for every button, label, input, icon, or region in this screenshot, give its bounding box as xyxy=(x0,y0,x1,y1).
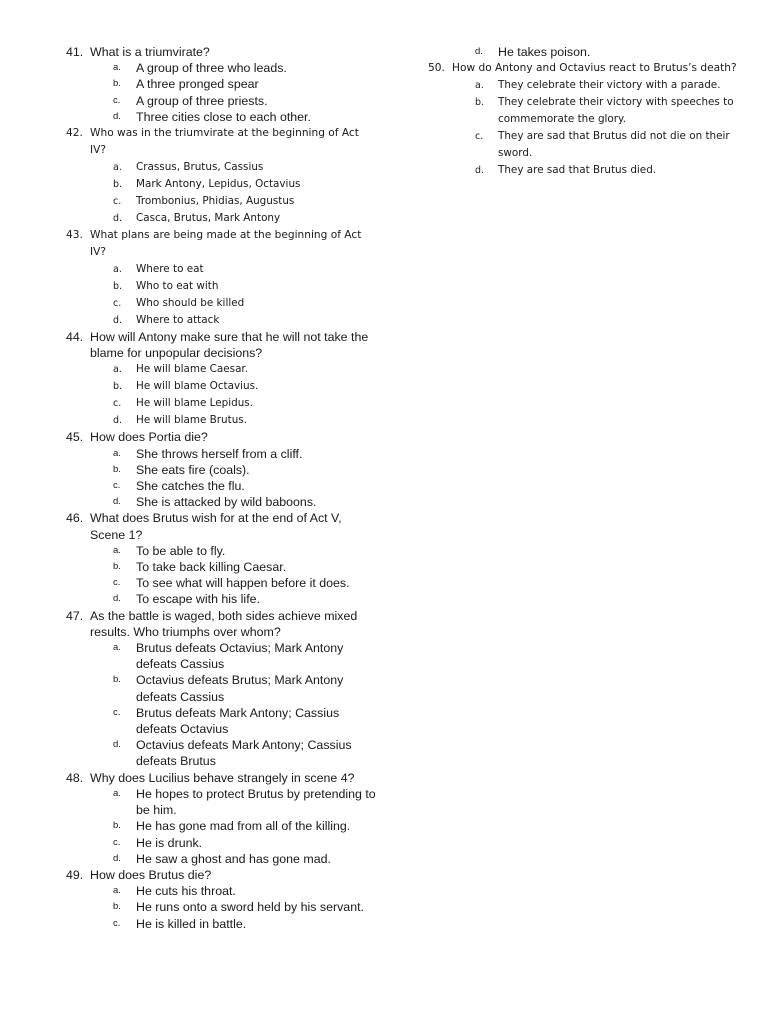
answer-option xyxy=(66,76,376,92)
answer-option xyxy=(66,193,376,210)
question-45 xyxy=(66,429,376,445)
question-text: Who was in the triumvirate at the beginning of Act IV? xyxy=(90,127,359,157)
question-44 xyxy=(66,329,376,361)
answer-option xyxy=(66,361,376,378)
option-text: Who should be killed xyxy=(136,297,245,310)
answer-option xyxy=(428,128,748,162)
option-text: To be able to fly. xyxy=(136,543,226,558)
option-text: He is killed in battle. xyxy=(136,916,247,931)
answer-option xyxy=(66,835,376,851)
left-column xyxy=(66,44,376,932)
question-50 xyxy=(428,60,748,77)
option-letter: a. xyxy=(113,544,121,556)
question-number: 49. xyxy=(66,867,84,882)
answer-option xyxy=(66,705,376,737)
question-number: 41. xyxy=(66,45,84,59)
option-letter: c. xyxy=(113,480,121,492)
option-letter: d. xyxy=(113,110,121,122)
option-text: He will blame Caesar. xyxy=(136,363,249,376)
option-text: He is drunk. xyxy=(136,835,203,850)
answer-option xyxy=(66,916,376,932)
option-letter: d. xyxy=(113,213,123,225)
option-letter: a. xyxy=(113,162,122,174)
option-text: Brutus defeats Mark Antony; Cassius defeats Octavius xyxy=(136,705,340,737)
option-text: He cuts his throat. xyxy=(136,884,236,899)
option-text: She eats fire (coals). xyxy=(136,462,250,477)
question-49-options xyxy=(66,883,376,932)
answer-option xyxy=(66,818,376,834)
answer-option xyxy=(66,851,376,867)
option-text: Trombonius, Phidias, Augustus xyxy=(136,195,295,208)
question-48 xyxy=(66,770,376,786)
option-text: They are sad that Brutus did not die on their sword. xyxy=(498,130,730,160)
option-letter: a. xyxy=(113,364,122,376)
option-text: Where to eat xyxy=(136,263,204,276)
option-letter: a. xyxy=(113,787,121,799)
answer-option xyxy=(66,462,376,478)
option-text: He will blame Lepidus. xyxy=(136,397,254,410)
question-49 xyxy=(66,867,376,883)
question-46 xyxy=(66,510,376,542)
answer-option xyxy=(66,378,376,395)
question-text: What does Brutus wish for at the end of Act V, Scene 1? xyxy=(90,511,342,542)
question-47-options xyxy=(66,640,376,770)
option-text: A group of three priests. xyxy=(136,93,268,108)
option-text: Who to eat with xyxy=(136,280,219,293)
answer-option xyxy=(66,295,376,312)
question-47 xyxy=(66,608,376,640)
question-number: 50. xyxy=(428,62,445,75)
question-50-options xyxy=(428,77,748,179)
option-text: He has gone mad from all of the killing. xyxy=(136,819,351,834)
answer-option xyxy=(66,737,376,769)
option-letter: b. xyxy=(113,78,121,90)
question-text: Why does Lucilius behave strangely in scene 4? xyxy=(90,770,355,785)
question-44-options xyxy=(66,361,376,429)
option-text: Brutus defeats Octavius; Mark Antony defeats Cassius xyxy=(136,641,344,672)
question-number: 45. xyxy=(66,430,84,445)
option-text: He takes poison. xyxy=(498,45,591,59)
question-text: As the battle is waged, both sides achieve mixed results. Who triumphs over whom? xyxy=(90,608,358,639)
option-text: She catches the flu. xyxy=(136,479,245,494)
option-letter: b. xyxy=(475,97,485,109)
option-text: Three cities close to each other. xyxy=(136,109,311,124)
option-text: To take back killing Caesar. xyxy=(136,560,287,575)
answer-option xyxy=(66,786,376,818)
option-text: They are sad that Brutus died. xyxy=(498,164,657,177)
answer-option xyxy=(428,77,748,94)
question-48-options xyxy=(66,786,376,867)
question-text: How does Brutus die? xyxy=(90,867,212,882)
option-letter: d. xyxy=(113,593,121,605)
question-number: 44. xyxy=(66,330,84,345)
option-text: He hopes to protect Brutus by pretending to be him. xyxy=(136,786,376,818)
option-text: Where to attack xyxy=(136,314,220,327)
option-letter: d. xyxy=(113,415,123,427)
question-number: 46. xyxy=(66,511,84,526)
question-43-options xyxy=(66,261,376,329)
answer-option xyxy=(66,899,376,915)
option-text: To escape with his life. xyxy=(136,592,260,607)
answer-option xyxy=(66,261,376,278)
question-number: 48. xyxy=(66,770,84,785)
answer-option xyxy=(66,883,376,899)
option-letter: b. xyxy=(113,281,123,293)
right-column xyxy=(428,44,748,179)
option-text: Casca, Brutus, Mark Antony xyxy=(136,212,281,225)
option-letter: a. xyxy=(113,62,121,74)
answer-option xyxy=(66,543,376,559)
option-letter: c. xyxy=(113,706,121,718)
answer-option xyxy=(66,575,376,591)
question-43 xyxy=(66,227,376,261)
option-letter: c. xyxy=(113,196,122,208)
option-text: He will blame Octavius. xyxy=(136,380,259,393)
answer-option xyxy=(66,412,376,429)
option-letter: c. xyxy=(475,131,484,143)
question-number: 43. xyxy=(66,229,83,242)
option-letter: a. xyxy=(475,80,484,92)
answer-option xyxy=(66,93,376,109)
answer-option xyxy=(66,159,376,176)
option-letter: d. xyxy=(475,165,485,177)
question-text: How does Portia die? xyxy=(90,430,208,445)
option-text: He saw a ghost and has gone mad. xyxy=(136,851,331,866)
option-text: She throws herself from a cliff. xyxy=(136,446,303,461)
option-letter: c. xyxy=(113,94,121,106)
answer-option xyxy=(428,162,748,179)
question-45-options xyxy=(66,446,376,511)
option-letter: d. xyxy=(113,315,123,327)
question-42 xyxy=(66,125,376,159)
option-text: Octavius defeats Mark Antony; Cassius defeats Brutus xyxy=(136,738,352,769)
option-letter: b. xyxy=(113,901,121,913)
option-letter: b. xyxy=(113,674,121,686)
answer-option xyxy=(66,210,376,227)
answer-option xyxy=(66,494,376,510)
option-letter: c. xyxy=(113,298,122,310)
answer-option xyxy=(66,478,376,494)
option-text: A three pronged spear xyxy=(136,77,259,92)
option-text: She is attacked by wild baboons. xyxy=(136,495,317,510)
option-text: He runs onto a sword held by his servant. xyxy=(136,900,364,915)
option-letter: c. xyxy=(113,917,121,929)
question-number: 42. xyxy=(66,127,83,140)
option-text: Crassus, Brutus, Cassius xyxy=(136,161,264,174)
option-text: A group of three who leads. xyxy=(136,61,287,76)
answer-option xyxy=(66,591,376,607)
option-letter: b. xyxy=(113,820,121,832)
answer-option xyxy=(66,60,376,76)
option-letter: d. xyxy=(475,46,483,57)
answer-option xyxy=(66,312,376,329)
option-letter: c. xyxy=(113,398,122,410)
question-text: How do Antony and Octavius react to Brutus’s death? xyxy=(452,62,737,75)
question-46-options xyxy=(66,543,376,608)
option-letter: a. xyxy=(113,642,121,654)
option-letter: a. xyxy=(113,447,121,459)
option-letter: b. xyxy=(113,561,121,573)
question-text: How will Antony make sure that he will not take the blame for unpopular decisions? xyxy=(90,330,369,361)
option-text: They celebrate their victory with a parade. xyxy=(498,79,721,92)
answer-option xyxy=(66,640,376,672)
option-letter: d. xyxy=(113,852,121,864)
question-41-options xyxy=(66,60,376,125)
option-letter: a. xyxy=(113,885,121,897)
answer-option xyxy=(66,278,376,295)
option-text: To see what will happen before it does. xyxy=(136,576,350,591)
option-letter: d. xyxy=(113,739,121,751)
answer-option xyxy=(428,94,748,128)
answer-option xyxy=(66,176,376,193)
option-text: They celebrate their victory with speeches to commemorate the glory. xyxy=(498,96,734,126)
option-text: Mark Antony, Lepidus, Octavius xyxy=(136,178,301,191)
question-text: What plans are being made at the beginning of Act IV? xyxy=(90,229,362,259)
question-41 xyxy=(66,44,376,60)
option-letter: c. xyxy=(113,577,121,589)
option-letter: c. xyxy=(113,836,121,848)
answer-option xyxy=(66,395,376,412)
answer-option xyxy=(428,44,748,60)
question-49-continued-options xyxy=(428,44,748,60)
answer-option xyxy=(66,109,376,125)
option-text: He will blame Brutus. xyxy=(136,414,247,427)
question-text: What is a triumvirate? xyxy=(90,45,210,59)
answer-option xyxy=(66,559,376,575)
option-letter: b. xyxy=(113,179,123,191)
answer-option xyxy=(66,446,376,462)
question-number: 47. xyxy=(66,608,84,623)
question-42-options xyxy=(66,159,376,227)
option-letter: d. xyxy=(113,496,121,508)
answer-option xyxy=(66,672,376,704)
option-letter: a. xyxy=(113,264,122,276)
option-text: Octavius defeats Brutus; Mark Antony defeats Cassius xyxy=(136,673,344,704)
option-letter: b. xyxy=(113,463,121,475)
option-letter: b. xyxy=(113,381,123,393)
